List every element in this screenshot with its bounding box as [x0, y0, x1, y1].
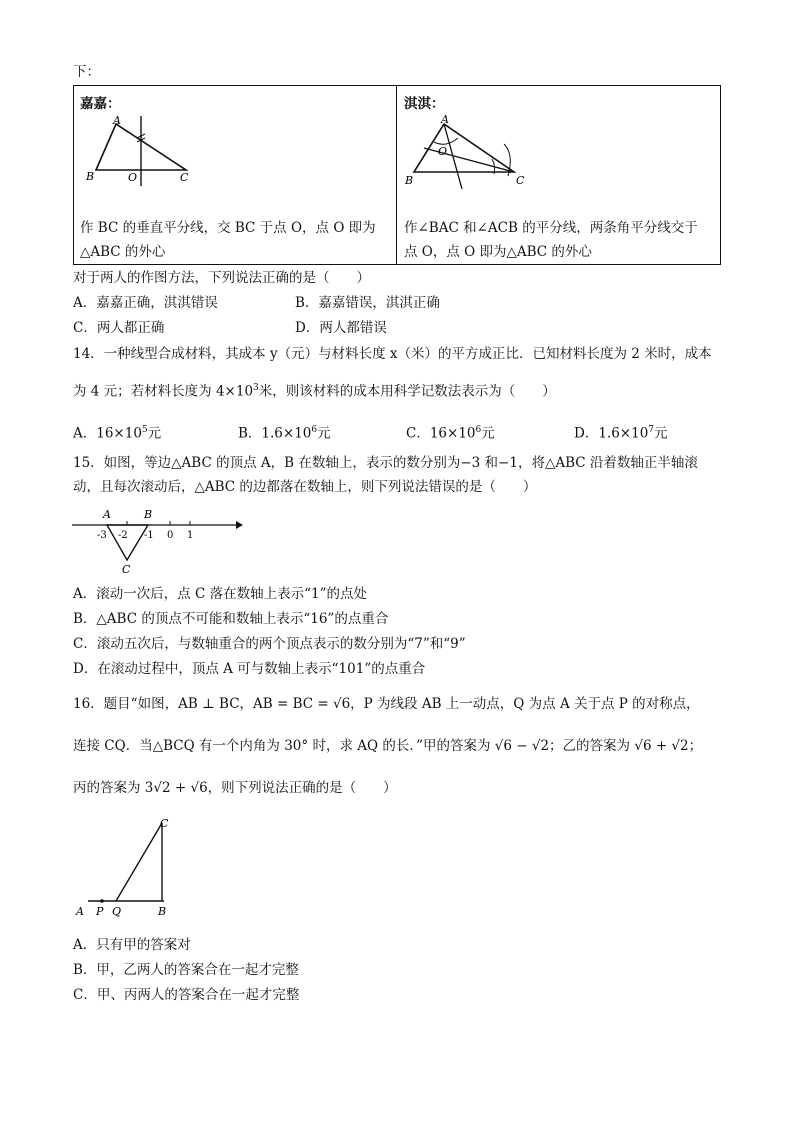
label-a: A	[113, 114, 121, 127]
label-o: O	[128, 171, 138, 184]
q15-option-c: C．滚动五次后，与数轴重合的两个顶点表示的数分别为“7”和“9”	[73, 636, 466, 652]
q16-line1: 16．题目“如图，AB ⊥ BC，AB = BC = √6，P 为线段 AB 上一动点，Q 为点 A 关于点 P 的对称点，	[73, 696, 700, 712]
q13-option-c: C．两人都正确	[73, 320, 165, 336]
right-desc-line2: 点 O，点 O 即为△ABC 的外心	[404, 244, 592, 260]
left-desc-line2: △ABC 的外心	[80, 244, 166, 260]
label-b: B	[144, 508, 153, 521]
q14-exponent: 3	[253, 383, 259, 393]
number-line-figure	[70, 505, 245, 577]
tick-label: 1	[187, 530, 194, 541]
tick-label: -3	[97, 530, 107, 541]
left-cell-title: 嘉嘉：	[80, 96, 121, 112]
q15-line2: 动，且每次滚动后，△ABC 的边都落在数轴上，则下列说法错误的是（ ）	[73, 479, 537, 495]
q13-option-a: A．嘉嘉正确，淇淇错误	[73, 295, 218, 311]
q14-line2-part-a: 为 4 元；若材料长度为 4×10	[73, 383, 254, 400]
method-comparison-table	[73, 85, 721, 265]
q14-line1: 14．一种线型合成材料，其成本 y（元）与材料长度 x（米）的平方成正比．已知材料长度为 2 米时，成本	[73, 346, 712, 362]
q14-line2	[73, 378, 556, 402]
label-o: O	[438, 145, 448, 158]
label-c: C	[122, 563, 131, 576]
q16-line3: 丙的答案为 3√2 + √6，则下列说法正确的是（ ）	[73, 780, 397, 796]
q13-option-b: B．嘉嘉错误，淇淇正确	[295, 295, 440, 311]
left-desc-line1: 作 BC 的垂直平分线，交 BC 于点 O，点 O 即为	[80, 220, 376, 236]
segment-cq	[116, 823, 162, 901]
label-c: C	[180, 171, 189, 184]
label-b: B	[158, 905, 167, 918]
q14-option-c: C．$16\times 10^6$元	[406, 425, 495, 442]
label-c: C	[516, 174, 525, 187]
tick-label: -1	[144, 530, 154, 541]
triangle-abc	[414, 124, 514, 172]
right-cell-title: 淇淇：	[404, 96, 445, 112]
q15-option-b: B．△ABC 的顶点不可能和数轴上表示“16”的点重合	[73, 611, 389, 627]
q14-option-d: D．$1.6\times 10^7$元	[574, 425, 668, 442]
label-a: A	[76, 905, 84, 918]
label-b: B	[405, 174, 414, 187]
jiajia-figure	[82, 114, 202, 186]
q15-option-a: A．滚动一次后，点 C 落在数轴上表示“1”的点处	[73, 586, 368, 602]
q13-option-d: D．两人都错误	[295, 320, 387, 336]
table-divider	[396, 86, 397, 264]
label-c: C	[160, 817, 169, 830]
label-p: P	[96, 905, 104, 918]
qiqi-figure	[404, 114, 534, 189]
intro-text: 下：	[73, 64, 100, 80]
label-a: A	[441, 114, 449, 126]
q16-line2: 连接 CQ．当△BCQ 有一个内角为 30° 时，求 AQ 的长．”甲的答案为 √6 − √2；乙的答案为 √6 + √2；	[73, 738, 703, 754]
q16-figure	[74, 815, 184, 920]
q15-line1: 15．如图，等边△ABC 的顶点 A，B 在数轴上，表示的数分别为−3 和−1，将△ABC 沿着数轴正半轴滚	[73, 455, 698, 471]
label-q: Q	[112, 905, 122, 918]
q15-option-d: D．在滚动过程中，顶点 A 可与数轴上表示“101”的点重合	[73, 661, 426, 677]
tick-label: -2	[118, 530, 128, 541]
q16-option-b: B．甲，乙两人的答案合在一起才完整	[73, 962, 299, 978]
q13-stem: 对于两人的作图方法，下列说法正确的是（ ）	[73, 270, 370, 286]
q16-option-a: A．只有甲的答案对	[73, 937, 191, 953]
q14-option-a: A．$16\times 10^5$元	[73, 425, 162, 442]
label-b: B	[86, 170, 95, 183]
right-desc-line1: 作∠BAC 和∠ACB 的平分线，两条角平分线交于	[404, 220, 698, 236]
label-a: A	[103, 508, 111, 521]
tick-label: 0	[167, 530, 174, 541]
q16-option-c: C．甲、丙两人的答案合在一起才完整	[73, 987, 300, 1003]
q14-option-b: B．$1.6\times 10^6$元	[238, 425, 331, 442]
q14-line2-part-b: 米，则该材料的成本用科学记数法表示为（ ）	[258, 383, 556, 400]
